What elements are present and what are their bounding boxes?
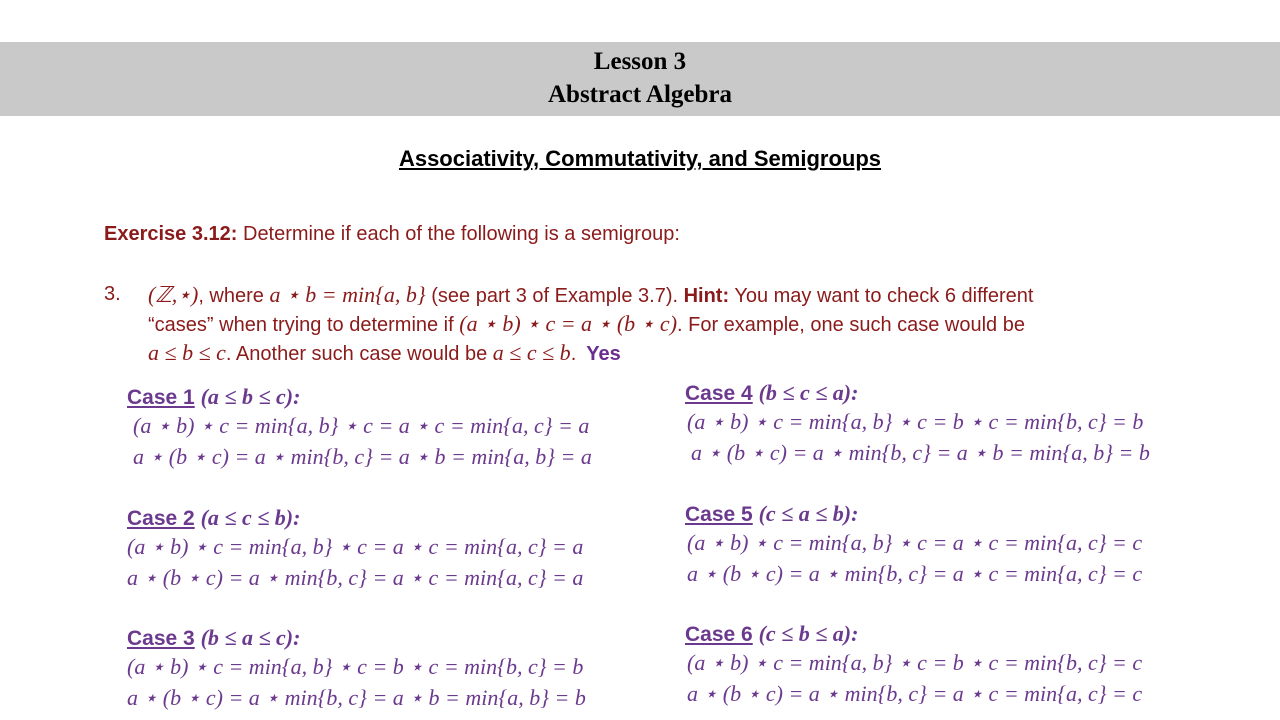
case-title — [685, 501, 1142, 527]
associativity-equation: (a ⋆ b) ⋆ c = a ⋆ (b ⋆ c) — [459, 311, 678, 336]
problem-text: . — [570, 343, 577, 365]
case-2 — [127, 505, 583, 593]
case-example-1: a ≤ b ≤ c — [148, 340, 226, 365]
case-label: Case 5 — [685, 503, 753, 526]
problem-text: “cases” when trying to determine if — [148, 314, 460, 336]
case-equation-right: a ⋆ (b ⋆ c) = a ⋆ min{b, c} = a ⋆ b = min{a, b} = b — [127, 685, 586, 710]
case-label: Case 2 — [127, 507, 195, 530]
problem-number: 3. — [104, 283, 121, 305]
case-condition: (c ≤ b ≤ a): — [758, 621, 859, 646]
case-6 — [685, 621, 1142, 709]
case-equation-right: a ⋆ (b ⋆ c) = a ⋆ min{b, c} = a ⋆ b = min{a, b} = a — [133, 444, 592, 469]
case-title — [127, 505, 583, 531]
case-condition: (b ≤ a ≤ c): — [200, 625, 301, 650]
lesson-header — [0, 42, 1280, 116]
top-margin — [0, 0, 1280, 42]
case-condition: (c ≤ a ≤ b): — [758, 501, 859, 526]
problem-text: . For example, one such case would be — [677, 314, 1025, 336]
case-condition: (a ≤ c ≤ b): — [200, 505, 301, 530]
exercise-label: Exercise 3.12: — [104, 223, 238, 245]
case-title — [127, 625, 586, 651]
problem-line-3 — [148, 338, 621, 369]
section-title: Associativity, Commutativity, and Semigroups — [398, 146, 882, 171]
case-title — [685, 380, 1150, 406]
case-equation-left: (a ⋆ b) ⋆ c = min{a, b} ⋆ c = a ⋆ c = min{a, c} = a — [127, 534, 584, 559]
case-equation-left: (a ⋆ b) ⋆ c = min{a, b} ⋆ c = b ⋆ c = min{b, c} = b — [127, 654, 584, 679]
case-condition: (a ≤ b ≤ c): — [200, 384, 301, 409]
case-equation-left: (a ⋆ b) ⋆ c = min{a, b} ⋆ c = a ⋆ c = min{a, c} = c — [687, 530, 1143, 555]
exercise-heading — [104, 223, 680, 246]
case-equation-right: a ⋆ (b ⋆ c) = a ⋆ min{b, c} = a ⋆ b = min{a, b} = b — [691, 440, 1150, 465]
exercise-text: Determine if each of the following is a semigroup: — [237, 223, 680, 245]
problem-text: . Another such case would be — [225, 343, 493, 365]
lesson-subject: Abstract Algebra — [548, 81, 732, 108]
case-title — [685, 621, 1142, 647]
problem-text: You may want to check 6 different — [729, 285, 1034, 307]
lesson-number: Lesson 3 — [593, 48, 687, 75]
case-1 — [127, 384, 592, 472]
problem-text: (see part 3 of Example 3.7). — [425, 285, 684, 307]
operation-definition: a ⋆ b = min{a, b} — [269, 282, 426, 307]
case-condition: (b ≤ c ≤ a): — [758, 380, 859, 405]
case-equation-right: a ⋆ (b ⋆ c) = a ⋆ min{b, c} = a ⋆ c = min{a, c} = c — [687, 561, 1143, 586]
case-label: Case 3 — [127, 627, 195, 650]
structure-symbol: (ℤ,⋆) — [148, 282, 199, 307]
case-5 — [685, 501, 1142, 589]
problem-line-2 — [148, 309, 1025, 340]
case-equation-left: (a ⋆ b) ⋆ c = min{a, b} ⋆ c = b ⋆ c = min{b, c} = c — [687, 650, 1143, 675]
case-label: Case 4 — [685, 382, 753, 405]
case-label: Case 1 — [127, 386, 195, 409]
case-3 — [127, 625, 586, 713]
case-label: Case 6 — [685, 623, 753, 646]
case-equation-right: a ⋆ (b ⋆ c) = a ⋆ min{b, c} = a ⋆ c = min{a, c} = a — [127, 565, 584, 590]
hint-label: Hint: — [683, 285, 730, 307]
case-title — [127, 384, 592, 410]
case-equation-left: (a ⋆ b) ⋆ c = min{a, b} ⋆ c = a ⋆ c = min{a, c} = a — [133, 413, 590, 438]
case-equation-right: a ⋆ (b ⋆ c) = a ⋆ min{b, c} = a ⋆ c = min{a, c} = c — [687, 681, 1143, 706]
case-example-2: a ≤ c ≤ b — [492, 340, 571, 365]
case-equation-left: (a ⋆ b) ⋆ c = min{a, b} ⋆ c = b ⋆ c = min{b, c} = b — [687, 409, 1144, 434]
problem-text: , where — [198, 285, 270, 307]
answer-yes: Yes — [586, 343, 621, 365]
case-4 — [685, 380, 1150, 468]
problem-line-1 — [148, 280, 1033, 311]
